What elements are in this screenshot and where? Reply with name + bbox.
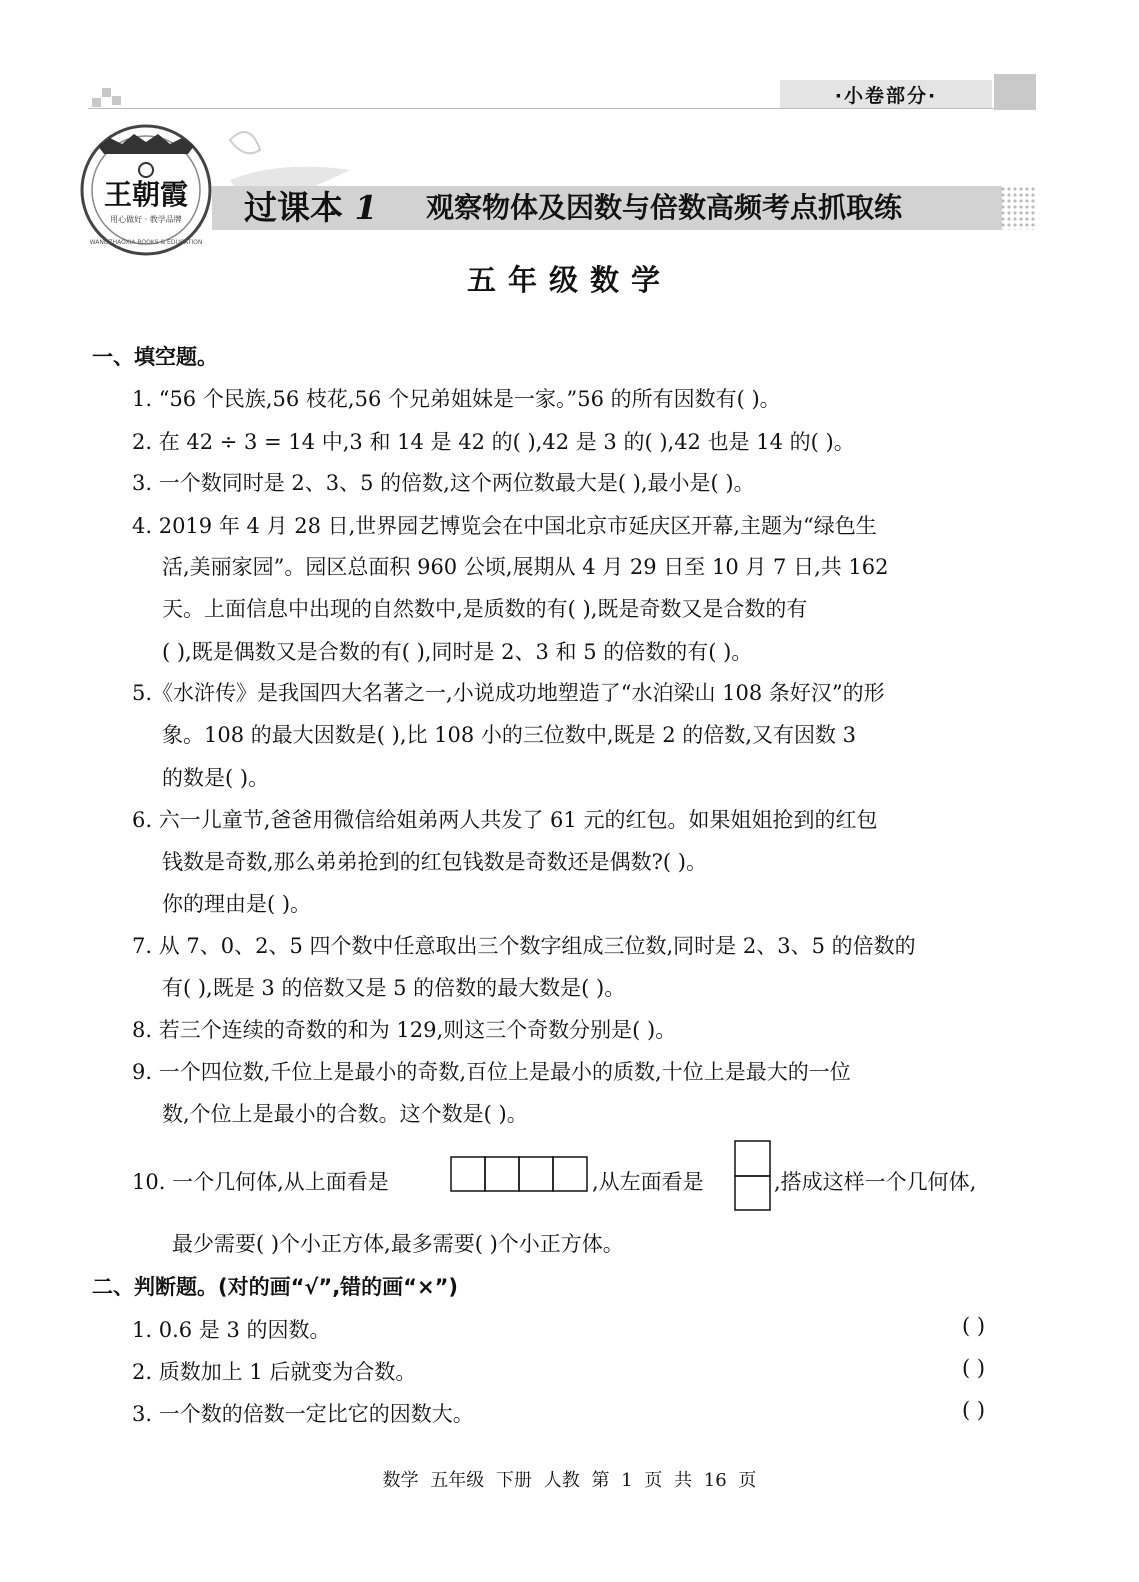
lesson-label-text: 过课本	[244, 188, 343, 227]
title-band-dots	[1000, 186, 1036, 230]
question-3: 3. 一个数同时是 2、3、5 的倍数,这个两位数最大是( ),最小是( )。	[132, 471, 755, 495]
judge-answer-1: ( )	[962, 1314, 986, 1338]
judge-answer-3: ( )	[962, 1398, 986, 1422]
judge-item-2: 2. 质数加上 1 后就变为合数。	[132, 1360, 417, 1384]
question-7-line: 有( ),既是 3 的倍数又是 5 的倍数的最大数是( )。	[162, 976, 626, 1000]
page-footer: 数学 五年级 下册 人教 第 1 页 共 16 页	[382, 1470, 757, 1491]
question-5-line: 象。108 的最大因数是( ),比 108 小的三位数中,既是 2 的倍数,又有因数 3	[162, 723, 857, 747]
question-6: 6. 六一儿童节,爸爸用微信给姐弟两人共发了 61 元的红包。如果姐姐抢到的红包	[132, 808, 878, 832]
question-4-line: 活,美丽家园”。园区总面积 960 公顷,展期从 4 月 29 日至 10 月 7 日,共 162	[162, 555, 889, 579]
lesson-title: 观察物体及因数与倍数高频考点抓取练	[426, 191, 903, 224]
corner-square	[102, 88, 111, 97]
lesson-number: 1	[354, 188, 378, 227]
section-badge: ·小卷部分·	[780, 80, 992, 108]
question-10-part1: 10. 一个几何体,从上面看是	[132, 1170, 389, 1194]
logo-name: 王朝霞	[103, 178, 189, 211]
judge-item-3: 3. 一个数的倍数一定比它的因数大。	[132, 1402, 474, 1426]
badge-block	[994, 74, 1036, 110]
question-2: 2. 在 42 ÷ 3 = 14 中,3 和 14 是 42 的( ),42 是 3 的( ),42 也是 14 的( )。	[132, 430, 855, 454]
corner-square	[92, 98, 101, 107]
corner-square	[112, 96, 121, 105]
section2-heading: 二、判断题。(对的画“√”,错的画“×”)	[92, 1275, 458, 1299]
logo-ring-text: WANGZHAOXIA BOOKS & EDUCATION	[89, 239, 203, 246]
question-5-line: 的数是( )。	[162, 766, 270, 790]
question-6-line: 钱数是奇数,那么弟弟抢到的红包钱数是奇数还是偶数?( )。	[162, 850, 707, 874]
logo-tagline: 用心做好 · 教学品牌	[110, 215, 182, 224]
question-6-line: 你的理由是( )。	[162, 892, 312, 916]
header-rule	[88, 108, 1036, 109]
judge-item-1: 1. 0.6 是 3 的因数。	[132, 1318, 331, 1342]
question-5: 5.《水浒传》是我国四大名著之一,小说成功地塑造了“水泊梁山 108 条好汉”的形	[132, 681, 885, 705]
question-4-line: ( ),既是偶数又是合数的有( ),同时是 2、3 和 5 的倍数的有( )。	[162, 640, 753, 664]
question-8: 8. 若三个连续的奇数的和为 129,则这三个奇数分别是( )。	[132, 1018, 677, 1042]
section1-heading: 一、填空题。	[92, 345, 218, 369]
question-4: 4. 2019 年 4 月 28 日,世界园艺博览会在中国北京市延庆区开幕,主题为“绿色生	[132, 514, 877, 538]
question-10-part3: ,搭成这样一个几何体,	[774, 1170, 977, 1194]
page-subtitle: 五年级数学	[466, 263, 672, 297]
question-9: 9. 一个四位数,千位上是最小的奇数,百位上是最小的质数,十位上是最大的一位	[132, 1060, 851, 1084]
question-1: 1. “56 个民族,56 枝花,56 个兄弟姐妹是一家。”56 的所有因数有( )。	[132, 387, 781, 411]
lesson-label	[244, 186, 377, 230]
question-9-line: 数,个位上是最小的合数。这个数是( )。	[162, 1102, 528, 1126]
left-view-figure	[734, 1140, 772, 1212]
question-10-part2: ,从左面看是	[592, 1170, 704, 1194]
judge-answer-2: ( )	[962, 1356, 986, 1380]
question-4-line: 天。上面信息中出现的自然数中,是质数的有( ),既是奇数又是合数的有	[162, 597, 808, 621]
top-view-figure	[450, 1156, 590, 1192]
question-7: 7. 从 7、0、2、5 四个数中任意取出三个数字组成三位数,同时是 2、3、5 的倍数的	[132, 934, 916, 958]
brand-logo	[38, 118, 218, 258]
question-10-line2: 最少需要( )个小正方体,最多需要( )个小正方体。	[172, 1232, 624, 1256]
